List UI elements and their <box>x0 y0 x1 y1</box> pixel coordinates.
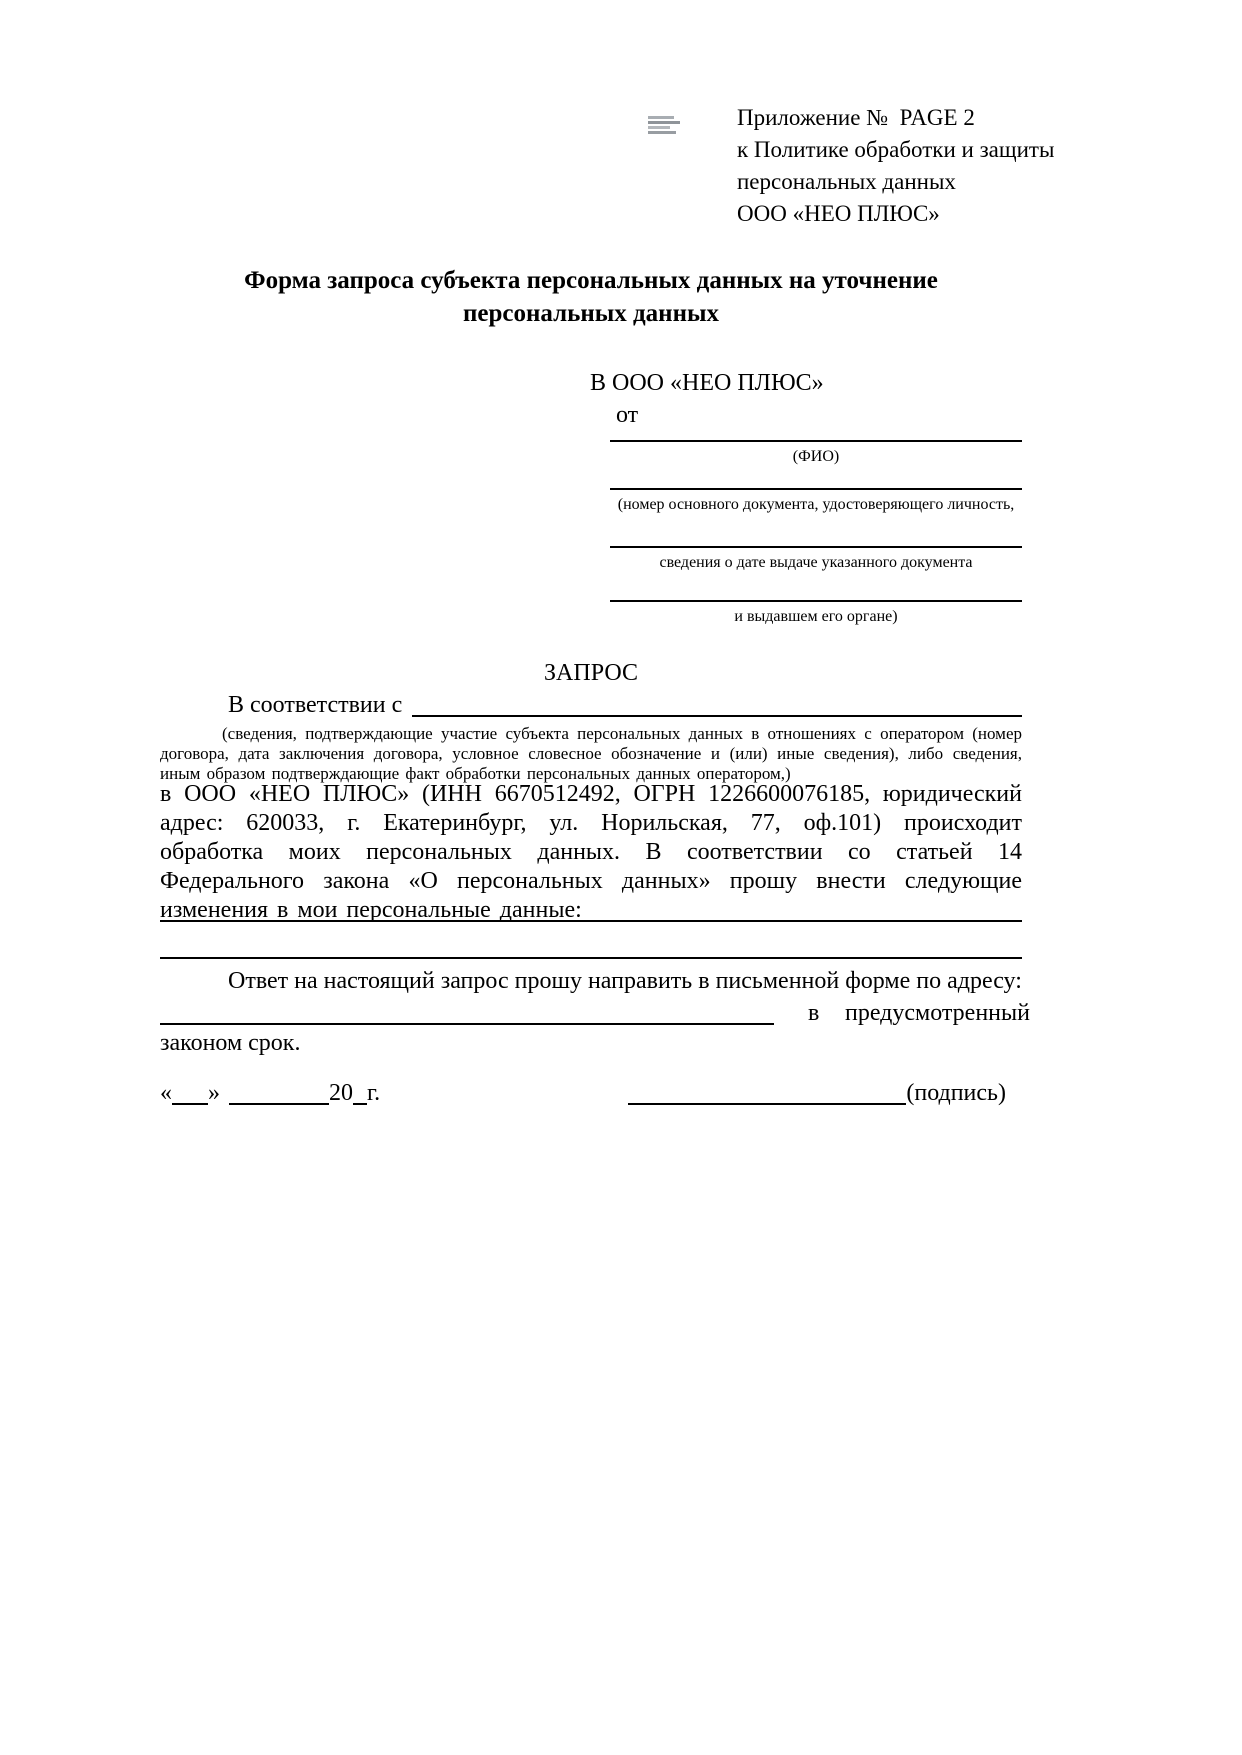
date-year-suffix: г. <box>367 1080 381 1106</box>
addressee-from-label: от <box>616 402 639 428</box>
artifact-stripe <box>648 121 680 124</box>
fio-label: (ФИО) <box>792 448 840 465</box>
org-name-line: ООО «НЕО ПЛЮС» <box>737 201 940 226</box>
doc-issue-date-label: сведения о дате выдаче указанного документа <box>659 554 973 571</box>
date-open-quote: « <box>160 1080 172 1106</box>
form-title-line-1: Форма запроса субъекта персональных данных на уточнение <box>244 267 938 294</box>
fio-blank-line[interactable] <box>610 440 1022 442</box>
appendix-header <box>737 102 1054 230</box>
appendix-number-line: Приложение № PAGE 2 <box>737 105 975 130</box>
policy-line-2: персональных данных <box>737 169 956 194</box>
response-word-in: в <box>808 1000 820 1026</box>
addressee-org: В ООО «НЕО ПЛЮС» <box>590 370 824 396</box>
policy-line-1: к Политике обработки и защиты <box>737 137 1055 162</box>
date-year-blank[interactable] <box>353 1078 367 1105</box>
response-word-stipulated: предусмотренный <box>844 1000 1030 1026</box>
date-close-quote: » <box>208 1080 220 1106</box>
basis-blank-line[interactable] <box>412 690 1022 717</box>
basis-explanatory-note: (сведения, подтверждающие участие субъекта персональных данных в отношениях с оператором (номер договора, дата заключения договора, условное словесное обозначение и (или) иные сведения), либо сведения, иным образом подтверждающие факт обработки персональных данных оператором,) <box>160 724 1022 783</box>
field-code-artifact-icon <box>648 116 680 140</box>
request-intro-label: В соответствии с <box>228 692 403 718</box>
response-address-row <box>160 998 1030 1028</box>
changes-blank-line-1[interactable] <box>160 920 1022 922</box>
form-title-line-2: персональных данных <box>462 300 720 327</box>
doc-issuer-label: и выдавшем его органе) <box>734 608 898 625</box>
request-heading: ЗАПРОС <box>544 660 638 686</box>
date-month-blank[interactable] <box>229 1078 329 1105</box>
signature-group <box>628 1078 1022 1108</box>
date-year-prefix: 20 <box>329 1080 353 1106</box>
changes-blank-line-2[interactable] <box>160 957 1022 959</box>
response-sentence-end: законом срок. <box>160 1030 301 1056</box>
doc-number-blank-line[interactable] <box>610 488 1022 490</box>
address-blank-line[interactable] <box>160 998 774 1025</box>
artifact-stripe <box>648 126 670 129</box>
doc-issuer-blank-line[interactable] <box>610 600 1022 602</box>
signature-label: (подпись) <box>906 1080 1006 1106</box>
artifact-stripe <box>648 116 674 119</box>
signature-blank-line[interactable] <box>628 1078 906 1105</box>
date-day-blank[interactable] <box>172 1078 208 1105</box>
request-body-paragraph: в ООО «НЕО ПЛЮС» (ИНН 6670512492, ОГРН 1226600076185, юридический адрес: 620033, г. Екатеринбург, ул. Норильская, 77, оф.101) происходит обработка моих персональных данных. В соответствии со статьей 14 Федерального закона «О персональных данных» прошу внести следующие изменения в мои персональные данные: <box>160 781 1022 923</box>
date-signature-row <box>160 1078 1022 1108</box>
request-intro-row <box>160 690 1022 720</box>
response-sentence-start: Ответ на настоящий запрос прошу направить в письменной форме по адресу: <box>228 968 1022 994</box>
form-title <box>160 264 1022 330</box>
doc-issue-date-blank-line[interactable] <box>610 546 1022 548</box>
doc-number-label: (номер основного документа, удостоверяющего личность, <box>617 496 1015 513</box>
artifact-stripe <box>648 131 676 134</box>
